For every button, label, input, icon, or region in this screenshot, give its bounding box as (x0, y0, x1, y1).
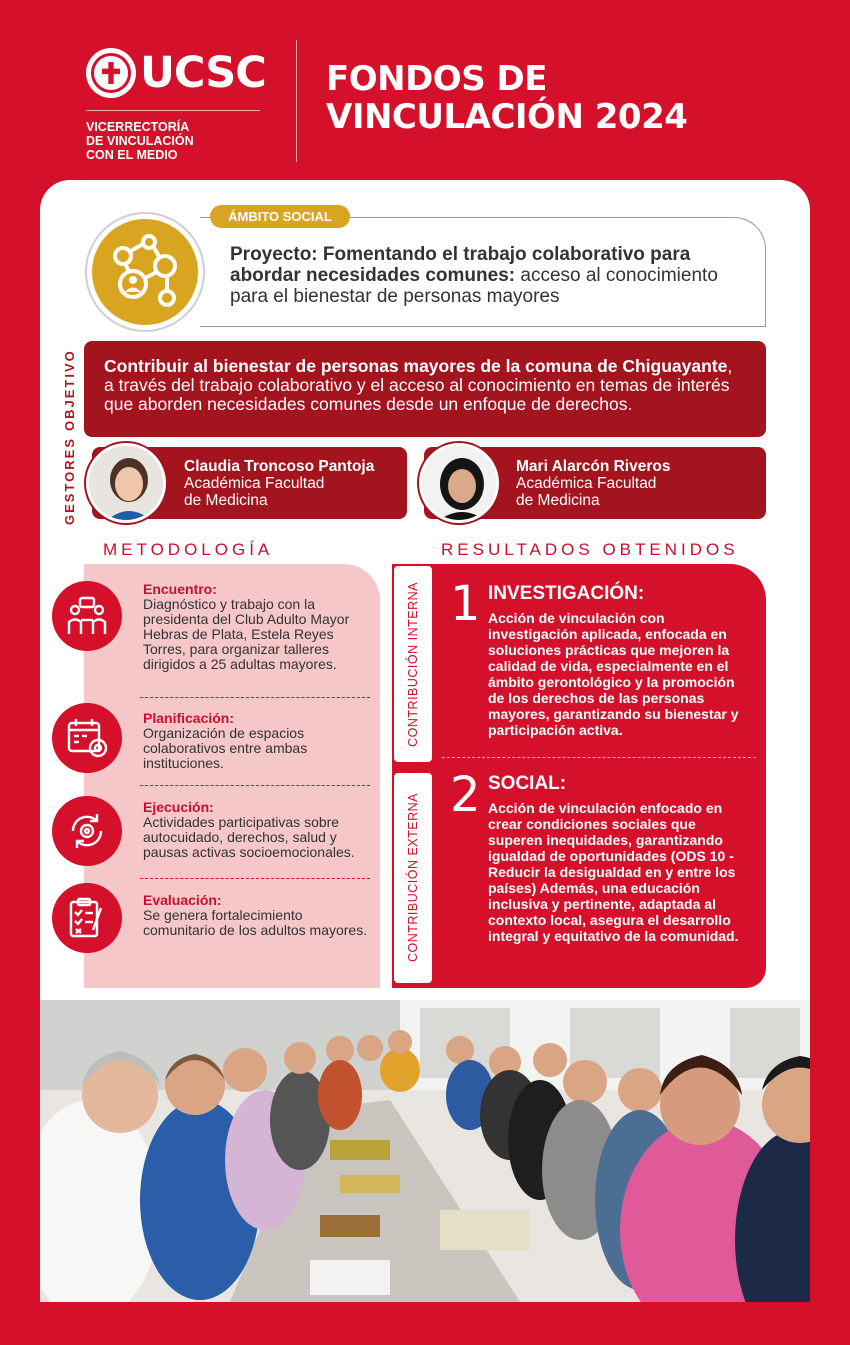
objective-box: Contribuir al bienestar de personas mayores de la comuna de Chiguayante, a través del trabajo colaborativo y el acceso al conocimiento en temas de interés que aborden necesidades comunes desde un enfoque de derechos. (84, 341, 766, 437)
manager-role: Académica Facultad (516, 475, 657, 492)
gear-cycle-icon (52, 796, 122, 866)
result-description: Acción de vinculación enfocado en crear condiciones sociales que superen inequidades, garantizando igualdad de oportunidades (ODS 10 - Reducir la desigualdad en y entre los países) Además, una educación inclusiva y pertinente, adaptada al contexto local, asegura el desarrollo integral y equitativo de la comunidad. (488, 800, 739, 944)
ucsc-seal-logo (86, 48, 136, 98)
scope-badge: ÁMBITO SOCIAL (210, 205, 350, 228)
result-number: 2 (450, 767, 481, 823)
avatar (86, 443, 166, 523)
methodology-item: Planificación: Organización de espacios colaborativos entre ambas instituciones. (143, 710, 308, 771)
divider (140, 697, 370, 698)
meeting-icon (52, 581, 122, 651)
logo-divider (86, 110, 260, 111)
manager-role: de Medicina (516, 492, 600, 509)
result-description: Acción de vinculación con investigación aplicada, enfocada en soluciones prácticas que mejoren la calidad de vida, especialmente en el ámbito gerontológico y la promoción de los derechos de las personas mayores, garantizando su bienestar y participación activa. (488, 610, 739, 738)
header-divider (296, 40, 297, 162)
ucsc-logo-text: UCSC (140, 48, 266, 98)
results-heading: RESULTADOS OBTENIDOS (441, 540, 739, 559)
manager-role: de Medicina (184, 492, 268, 509)
divider (442, 757, 756, 758)
project-title: Proyecto: Fomentando el trabajo colaborativo para abordar necesidades comunes: acceso al conocimiento para el bienestar de personas mayores (230, 244, 718, 307)
result-title: SOCIAL: (488, 773, 567, 794)
avatar (419, 443, 499, 523)
contribution-tab: CONTRIBUCIÓN EXTERNA (392, 771, 434, 985)
calendar-target-icon (52, 703, 122, 773)
manager-name: Claudia Troncoso Pantoja (184, 458, 375, 475)
methodology-item: Ejecución: Actividades participativas sobre autocuidado, derechos, salud y pausas activas socioemocionales. (143, 799, 355, 860)
result-title: INVESTIGACIÓN: (488, 583, 645, 604)
methodology-item: Encuentro: Diagnóstico y trabajo con la presidenta del Club Adulto Mayor Hebras de Plata, Estela Reyes Torres, para organizar talleres dirigidos a 25 adultas mayores. (143, 581, 350, 672)
manager-role: Académica Facultad (184, 475, 325, 492)
manager-name: Mari Alarcón Riveros (516, 458, 671, 475)
divider (140, 785, 370, 786)
divider (140, 878, 370, 879)
page-title: FONDOS DE VINCULACIÓN 2024 (326, 59, 688, 137)
vicerrectoria-label: VICERRECTORÍA DE VINCULACIÓN CON EL MEDIO (86, 120, 194, 162)
checklist-icon (52, 883, 122, 953)
methodology-heading: METODOLOGÍA (103, 540, 274, 559)
methodology-item: Evaluación: Se genera fortalecimiento comunitario de los adultos mayores. (143, 892, 368, 938)
group-photo (40, 1000, 810, 1302)
objective-label: OBJETIVO (62, 349, 77, 431)
network-people-icon (92, 219, 198, 325)
contribution-tab: CONTRIBUCIÓN INTERNA (392, 564, 434, 764)
result-number: 1 (450, 576, 481, 632)
managers-label: GESTORES (62, 436, 77, 525)
